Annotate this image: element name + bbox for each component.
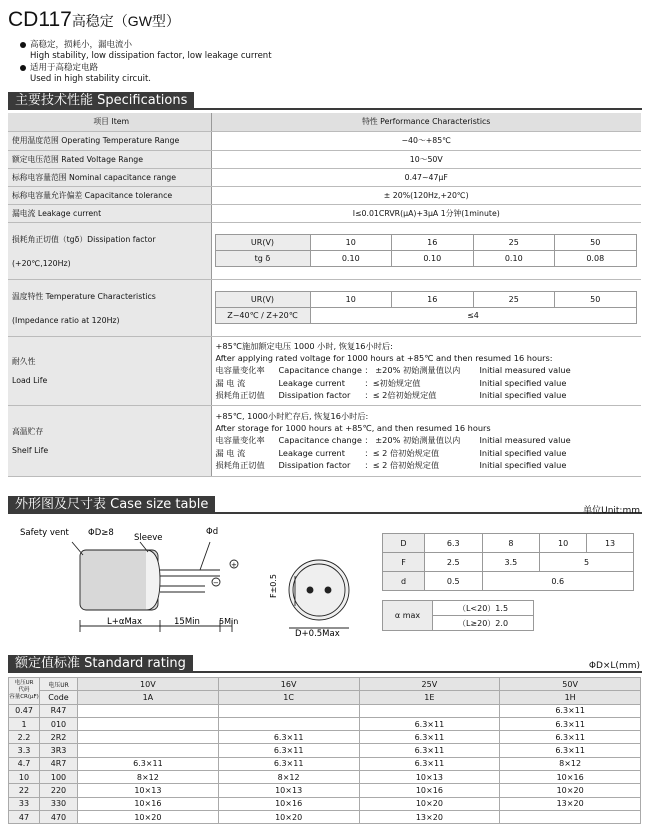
capacitance-cell: 22: [9, 784, 40, 797]
code-cell: 2R2: [40, 731, 78, 744]
size-cell: 6.3×11: [500, 717, 641, 730]
size-cell: [78, 717, 219, 730]
dimension-table: [382, 533, 634, 591]
table-row: [9, 717, 641, 730]
size-cell: 13×20: [500, 797, 641, 810]
lead-5min-label: 5Min: [219, 617, 239, 626]
temp-z-label: Z−40℃ / Z+20℃: [215, 308, 310, 324]
size-cell: 8×12: [218, 771, 359, 784]
spec-item-shelf: 高温贮存 Shelf Life: [8, 405, 211, 476]
df-voltage: 16: [392, 235, 474, 251]
size-cell: 8×12: [500, 757, 641, 770]
unit-label: 单位Unit:mm: [583, 506, 640, 516]
dim-cell: 0.5: [425, 572, 483, 591]
size-cell: 6.3×11: [500, 704, 641, 717]
dim-label: D: [383, 534, 425, 553]
alpha-value: （L<20）1.5: [433, 601, 534, 616]
temp-voltage: 10: [310, 292, 392, 308]
load-row: 漏 电 流 Leakage current ：≤初始规定值 Initial specified value: [215, 377, 567, 388]
header-ur: 电压UR: [40, 678, 78, 691]
minus-sign: −: [213, 579, 219, 587]
spec-item: 额定电压范围 Rated Voltage Range: [8, 150, 211, 168]
od-label: ΦD≥8: [88, 528, 114, 538]
capacitance-cell: 3.3: [9, 744, 40, 757]
size-cell: 10×16: [359, 784, 500, 797]
size-cell: 6.3×11: [359, 744, 500, 757]
temp-table: [215, 291, 637, 324]
diameter-label: D+0.5Max: [295, 629, 340, 638]
size-cell: 10×16: [218, 797, 359, 810]
table-row: [9, 771, 641, 784]
alpha-table: [382, 600, 534, 631]
code-header: 1A: [78, 691, 219, 704]
phid-label: Φd: [206, 527, 219, 537]
dim-cell: 3.5: [482, 553, 540, 572]
feature-item: 适用于高稳定电路 Used in high stability circuit.: [30, 63, 151, 85]
size-cell: 10×16: [78, 797, 219, 810]
df-table: [215, 234, 637, 267]
dim-cell: 13: [587, 534, 634, 553]
code-cell: 330: [40, 797, 78, 810]
size-cell: [218, 717, 359, 730]
shelf-row: 损耗角正切值 Dissipation factor ：≤ 2 倍初始规定值 Initial specified value: [215, 460, 567, 471]
section-title-standard-rating: 额定值标准 Standard rating: [8, 655, 193, 673]
dim-cell: 6.3: [425, 534, 483, 553]
safety-vent-label: Safety vent: [20, 528, 69, 538]
temp-voltage: 50: [555, 292, 637, 308]
size-cell: 10×16: [500, 771, 641, 784]
df-cell: [211, 222, 641, 279]
rating-table: [8, 677, 641, 824]
spec-item: 使用温度范围 Operating Temperature Range: [8, 131, 211, 150]
code-cell: 100: [40, 771, 78, 784]
code-header: 1C: [218, 691, 359, 704]
f-label: F±0.5: [269, 573, 278, 598]
table-row: [9, 797, 641, 810]
load-line: +85℃施加额定电压 1000 小时, 恢复16小时后:: [215, 340, 393, 351]
section-title-case-size: 外形图及尺寸表 Case size table: [8, 496, 215, 514]
spec-value: I≤0.01CRVR(μA)+3μA 1分钟(1minute): [211, 204, 641, 222]
spec-item-temp: 温度特性 Temperature Characteristics (Impedance ratio at 120Hz): [8, 279, 211, 336]
spec-item: 标称电容量允许偏差 Capacitance tolerance: [8, 186, 211, 204]
load-row: 电容量变化率 Capacitance change ： ±20% 初始测量值以内 Initial measured value: [215, 365, 571, 376]
size-cell: 6.3×11: [78, 757, 219, 770]
dim-cell: 2.5: [425, 553, 483, 572]
code-cell: 470: [40, 810, 78, 823]
size-cell: 10×13: [78, 784, 219, 797]
dim-cell: 10: [540, 534, 587, 553]
size-cell: 6.3×11: [218, 731, 359, 744]
capacitance-cell: 2.2: [9, 731, 40, 744]
size-cell: 6.3×11: [359, 717, 500, 730]
table-row: [9, 704, 641, 717]
alpha-value: （L≥20）2.0: [433, 616, 534, 631]
page-title: CD117高稳定（GW型）: [8, 8, 180, 31]
size-cell: 10×20: [218, 810, 359, 823]
col-header-item: 项目 Item: [8, 113, 211, 131]
size-cell: [78, 744, 219, 757]
spec-value: 0.47~47μF: [211, 168, 641, 186]
df-value: 0.10: [392, 251, 474, 267]
size-cell: 8×12: [78, 771, 219, 784]
temp-voltage: 25: [473, 292, 555, 308]
plus-sign: +: [231, 561, 237, 569]
dim-cell: 8: [482, 534, 540, 553]
load-row: 损耗角正切值 Dissipation factor ：≤ 2倍初始规定值 Initial specified value: [215, 390, 567, 401]
temp-value: ≤4: [310, 308, 636, 324]
spec-value: ± 20%(120Hz,+20℃): [211, 186, 641, 204]
code-cell: 010: [40, 717, 78, 730]
size-cell: [500, 810, 641, 823]
voltage-header: 10V: [78, 678, 219, 691]
spec-item-load: 耐久性 Load Life: [8, 336, 211, 405]
code-cell: 3R3: [40, 744, 78, 757]
spec-table: [8, 113, 641, 477]
shelf-line: +85℃, 1000小时贮存后, 恢复16小时后:: [215, 410, 369, 421]
size-cell: 10×20: [78, 810, 219, 823]
shelf-life-cell: [211, 405, 641, 476]
capacitor-drawing: [20, 520, 360, 638]
code-cell: 4R7: [40, 757, 78, 770]
size-cell: [359, 704, 500, 717]
code-cell: R47: [40, 704, 78, 717]
dim-cell: 5: [540, 553, 634, 572]
lead-15min-label: 15Min: [174, 617, 200, 627]
spec-item-df: 损耗角正切值（tgδ）Dissipation factor (+20℃,120Hz): [8, 222, 211, 279]
size-cell: [78, 704, 219, 717]
col-header-perf: 特性 Performance Characteristics: [211, 113, 641, 131]
section-divider: [8, 108, 642, 110]
temp-cell: [211, 279, 641, 336]
voltage-header: 16V: [218, 678, 359, 691]
df-voltage: 50: [555, 235, 637, 251]
dim-label: d: [383, 572, 425, 591]
size-cell: 10×13: [218, 784, 359, 797]
size-cell: 6.3×11: [359, 757, 500, 770]
size-cell: 10×20: [500, 784, 641, 797]
df-value: 0.10: [473, 251, 555, 267]
capacitance-cell: 33: [9, 797, 40, 810]
table-row: [9, 810, 641, 823]
capacitance-cell: 0.47: [9, 704, 40, 717]
dim-label: F: [383, 553, 425, 572]
feature-item: 高稳定，损耗小，漏电流小 High stability, low dissipation factor, low leakage current: [30, 40, 272, 62]
shelf-row: 漏 电 流 Leakage current ：≤ 2 倍初始规定值 Initial specified value: [215, 447, 567, 458]
size-cell: 6.3×11: [500, 744, 641, 757]
header-code: Code: [40, 691, 78, 704]
df-value: 0.08: [555, 251, 637, 267]
voltage-header: 50V: [500, 678, 641, 691]
voltage-header: 25V: [359, 678, 500, 691]
table-row: [9, 731, 641, 744]
alpha-label: α max: [383, 601, 433, 631]
capacitance-cell: 1: [9, 717, 40, 730]
temp-voltage: 16: [392, 292, 474, 308]
sleeve-label: Sleeve: [134, 533, 163, 543]
size-cell: 6.3×11: [359, 731, 500, 744]
code-header: 1E: [359, 691, 500, 704]
spec-item: 漏电流 Leakage current: [8, 204, 211, 222]
section-title-specifications: 主要技术性能 Specifications: [8, 92, 194, 110]
spec-value: −40～+85℃: [211, 131, 641, 150]
load-line: After applying rated voltage for 1000 hours at +85℃ and then resumed 16 hours:: [215, 352, 553, 363]
size-cell: 10×20: [359, 797, 500, 810]
code-cell: 220: [40, 784, 78, 797]
size-cell: [218, 704, 359, 717]
length-label: L+αMax: [107, 617, 143, 627]
spec-item: 标称电容量范围 Nominal capacitance range: [8, 168, 211, 186]
section-divider: [8, 512, 642, 514]
temp-ur-label: UR(V): [215, 292, 310, 308]
df-voltage: 25: [473, 235, 555, 251]
table-row: [9, 757, 641, 770]
header-cap: 电压UR 代码 容量CR(μF): [9, 678, 40, 705]
df-tg-label: tg δ: [215, 251, 310, 267]
size-cell: 10×13: [359, 771, 500, 784]
spec-value: 10～50V: [211, 150, 641, 168]
table-row: [9, 744, 641, 757]
code-header: 1H: [500, 691, 641, 704]
capacitance-cell: 10: [9, 771, 40, 784]
capacitance-cell: 4.7: [9, 757, 40, 770]
table-row: [9, 784, 641, 797]
shelf-row: 电容量变化率 Capacitance change ： ±20% 初始测量值以内 Initial measured value: [215, 435, 571, 446]
df-ur-label: UR(V): [215, 235, 310, 251]
load-life-cell: [211, 336, 641, 405]
df-value: 0.10: [310, 251, 392, 267]
size-cell: 6.3×11: [218, 744, 359, 757]
rating-unit: ΦD×L(mm): [588, 661, 640, 671]
section-divider: [8, 671, 642, 673]
capacitance-cell: 47: [9, 810, 40, 823]
shelf-line: After storage for 1000 hours at +85℃, and then resumed 16 hours: [215, 422, 491, 433]
size-cell: 13×20: [359, 810, 500, 823]
df-voltage: 10: [310, 235, 392, 251]
size-cell: 6.3×11: [218, 757, 359, 770]
dim-cell: 0.6: [482, 572, 633, 591]
size-cell: 6.3×11: [500, 731, 641, 744]
size-cell: [78, 731, 219, 744]
